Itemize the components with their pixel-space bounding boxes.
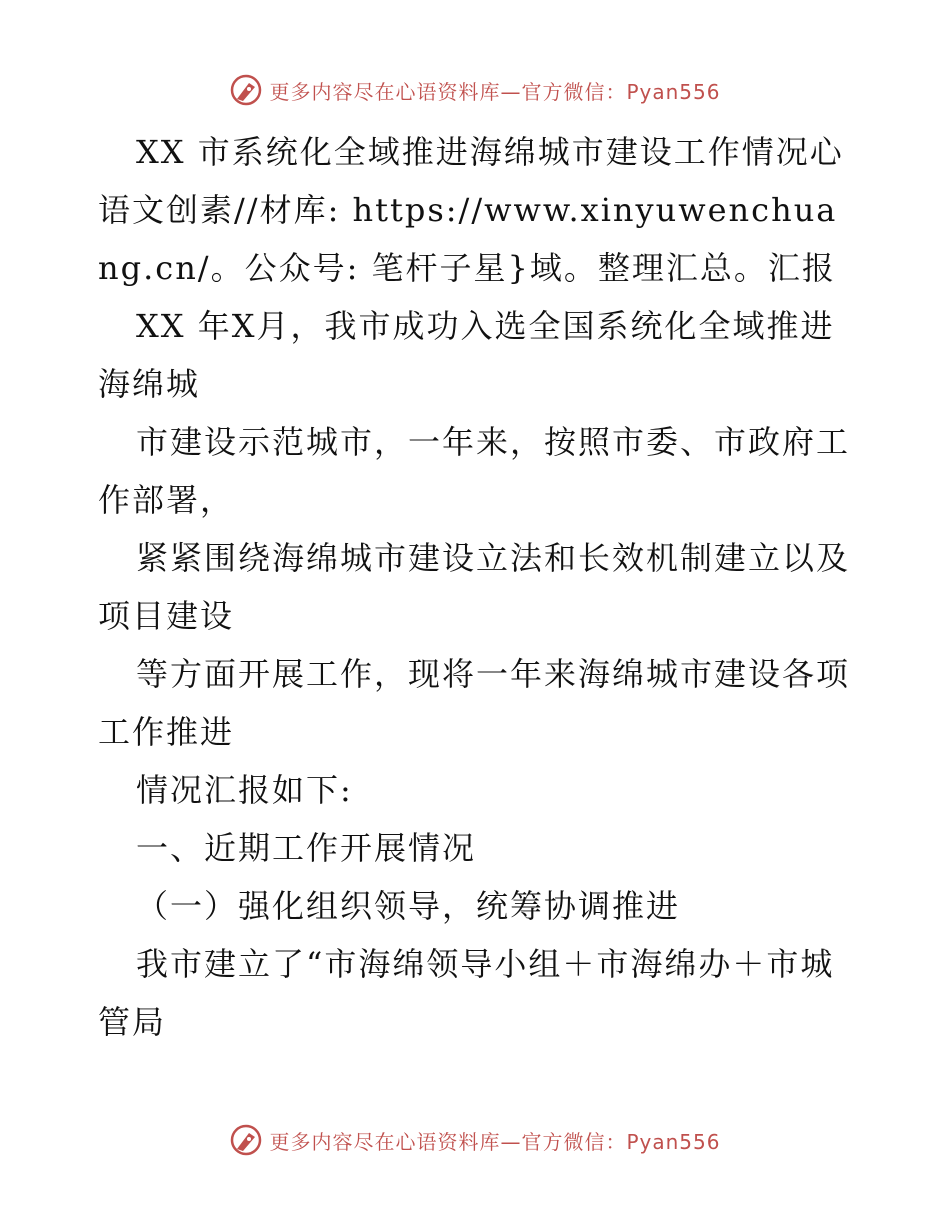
pen-nib-logo-icon [229, 73, 263, 107]
paragraph-title: XX 市系统化全域推进海绵城市建设工作情况心语文创素//材库: https://www.xinyuwenchuang.cn/。公众号: 笔杆子星}域。整理汇总。汇报 [98, 133, 844, 287]
paragraph: 等方面开展工作，现将一年来海绵城市建设各项工作推进 [98, 655, 851, 751]
paragraph: 紧紧围绕海绵城市建设立法和长效机制建立以及项目建设 [98, 539, 851, 635]
header-watermark [0, 70, 950, 110]
section-heading: 一、近期工作开展情况 [136, 829, 477, 867]
watermark-text: 更多内容尽在心语资料库—官方微信：Pyan556 [269, 1129, 721, 1154]
document-body [98, 123, 858, 1051]
paragraph: XX 年X月，我市成功入选全国系统化全域推进海绵城 [98, 307, 835, 403]
footer-watermark [0, 1120, 950, 1160]
pen-nib-logo-icon [229, 1123, 263, 1157]
subsection-heading: （一）强化组织领导，统筹协调推进 [136, 887, 681, 925]
paragraph: 我市建立了“市海绵领导小组＋市海绵办＋市城管局 [98, 945, 835, 1041]
watermark-text: 更多内容尽在心语资料库—官方微信：Pyan556 [269, 79, 721, 104]
paragraph: 市建设示范城市，一年来，按照市委、市政府工作部署， [98, 423, 851, 519]
paragraph: 情况汇报如下: [136, 771, 353, 809]
